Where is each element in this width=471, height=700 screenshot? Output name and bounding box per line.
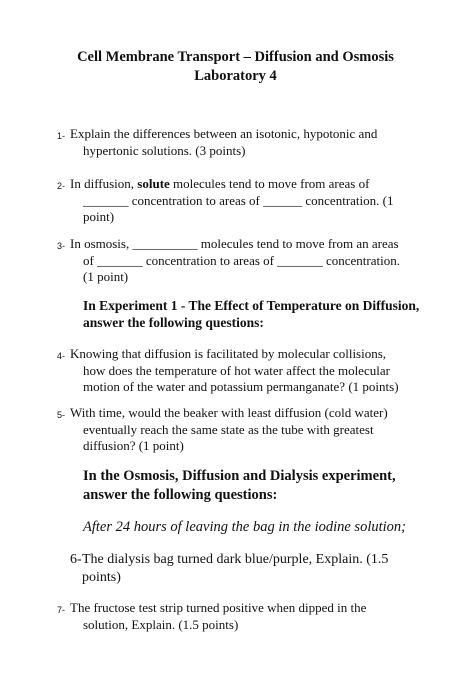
document-title — [0, 48, 471, 86]
question-4-number: 4- — [57, 351, 66, 361]
title-line-1: Cell Membrane Transport – Diffusion and Osmosis — [77, 49, 394, 65]
answer-blank: _______ — [277, 252, 323, 268]
question-5-number: 5- — [57, 410, 66, 420]
question-2-bold-term: solute — [137, 176, 170, 191]
iodine-instruction-line: After 24 hours of leaving the bag in the iodine solution; — [83, 519, 406, 535]
question-2-text: concentration to areas of — [128, 192, 264, 208]
question-4-line-3: motion of the water and potassium permanganate? (1 points) — [83, 379, 399, 394]
question-1-line-2: hypertonic solutions. (3 points) — [83, 142, 246, 158]
title-line-2: Laboratory 4 — [194, 68, 277, 84]
question-2-line-2 — [70, 193, 430, 210]
section-heading-experiment-1 — [83, 297, 443, 331]
question-1-line-1: Explain the differences between an isotonic, hypotonic and — [70, 126, 378, 141]
section-heading-osmosis-experiment — [83, 467, 443, 504]
question-5-line-3: diffusion? (1 point) — [83, 438, 184, 453]
question-3-line-2 — [70, 253, 430, 270]
question-4 — [57, 346, 430, 396]
question-2-line-3: point) — [83, 209, 115, 224]
question-7-line-1: The fructose test strip turned positive when dipped in the — [70, 600, 367, 615]
question-3-text: concentration to areas of — [142, 252, 278, 268]
question-6-line-2: points) — [82, 569, 121, 585]
question-2-line-1 — [70, 176, 430, 193]
question-1-number: 1- — [57, 131, 66, 141]
question-3-text: molecules tend to move from an areas — [197, 236, 399, 251]
answer-blank: ______ — [263, 192, 303, 208]
question-7-number: 7- — [57, 605, 66, 615]
question-6 — [70, 551, 442, 586]
question-4-line-1: Knowing that diffusion is facilitated by molecular collisions, — [70, 346, 387, 361]
question-5-line-1: With time, would the beaker with least diffusion (cold water) — [70, 405, 388, 420]
question-3-text: In osmosis, — [70, 236, 133, 251]
question-3-line-3: (1 point) — [83, 269, 129, 284]
question-4-line-2: how does the temperature of hot water affect the molecular — [83, 362, 390, 378]
heading-1-line-2: answer the following questions: — [83, 315, 264, 330]
question-2-text: concentration. (1 — [302, 192, 394, 208]
question-2-number: 2- — [57, 181, 66, 191]
question-7-line-2: solution, Explain. (1.5 points) — [83, 616, 239, 632]
question-3-text: of — [83, 252, 98, 268]
question-3-line-1 — [70, 236, 430, 253]
heading-2-line-2: answer the following questions: — [83, 486, 278, 503]
question-1 — [57, 126, 430, 159]
question-5-line-2: eventually reach the same state as the tube with greatest — [83, 421, 374, 437]
question-3-text: concentration. — [322, 252, 400, 268]
question-6-number: 6- — [70, 552, 82, 567]
heading-1-line-1: In Experiment 1 - The Effect of Temperature on Diffusion, — [83, 298, 420, 313]
heading-2-line-1: In the Osmosis, Diffusion and Dialysis experiment, — [83, 468, 396, 484]
question-3 — [57, 236, 430, 286]
answer-blank: __________ — [132, 236, 198, 251]
question-2-text: In diffusion, — [70, 176, 138, 191]
question-2-text: molecules tend to move from areas of — [169, 176, 370, 191]
answer-blank: _______ — [83, 192, 129, 208]
question-2 — [57, 176, 430, 226]
question-6-line-1: The dialysis bag turned dark blue/purple, Explain. (1.5 — [82, 552, 389, 567]
question-3-number: 3- — [57, 241, 66, 251]
question-5 — [57, 405, 430, 455]
answer-blank: _______ — [97, 252, 143, 268]
question-7 — [57, 600, 430, 633]
